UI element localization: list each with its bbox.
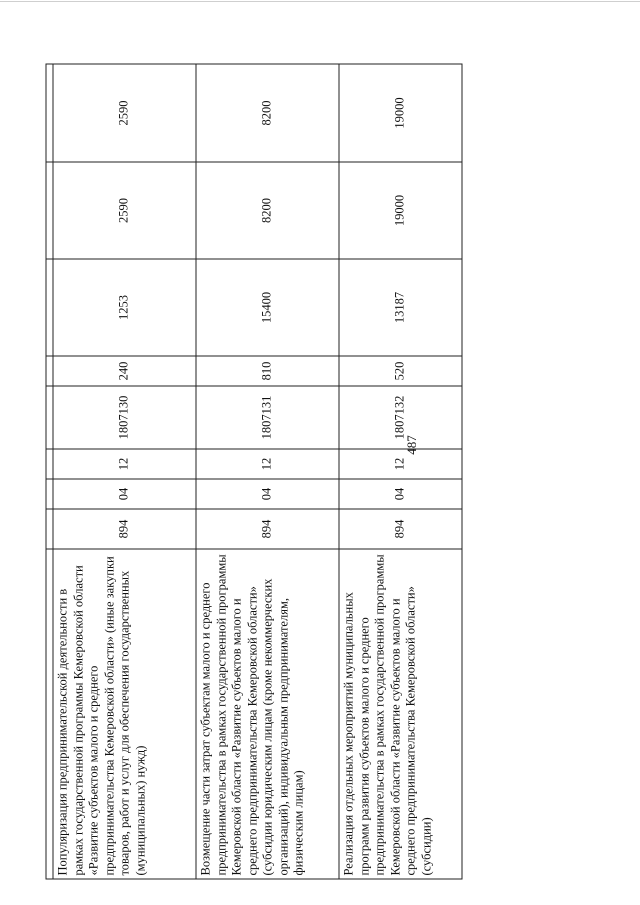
section-code: 04 — [196, 479, 339, 509]
grbs-code: 894 — [196, 509, 339, 549]
page-number: 487 — [404, 435, 419, 455]
subsection-code: 12 — [339, 449, 462, 479]
top-rule — [0, 1, 640, 2]
amount-year-2: 8200 — [196, 162, 339, 259]
budget-table — [46, 64, 463, 880]
amount-year-3: 19000 — [339, 64, 462, 162]
table-row — [53, 64, 196, 879]
expense-type-code: 520 — [339, 356, 462, 386]
header-cell — [46, 259, 53, 356]
section-code: 04 — [339, 479, 462, 509]
header-cell — [46, 449, 53, 479]
header-cell — [46, 356, 53, 386]
target-article-code: 1807131 — [196, 386, 339, 449]
header-cell — [46, 479, 53, 509]
amount-year-1: 15400 — [196, 259, 339, 356]
amount-year-2: 19000 — [339, 162, 462, 259]
amount-year-1: 1253 — [53, 259, 196, 356]
header-stub-row — [46, 64, 53, 879]
subsection-code: 12 — [196, 449, 339, 479]
target-article-code: 1807132 — [339, 386, 462, 449]
target-article-code: 1807130 — [53, 386, 196, 449]
header-cell — [46, 549, 53, 879]
amount-year-3: 8200 — [196, 64, 339, 162]
amount-year-1: 13187 — [339, 259, 462, 356]
table-row — [339, 64, 462, 879]
amount-year-3: 2590 — [53, 64, 196, 162]
row-description: Возмещение части затрат субъектам малого и среднего предпринимательства в рамках государственной программы Кемеровской области «Развитие субъектов малого и среднего предпринимательства Кемеровской области» (субсидии юридическим лицам (кроме некоммерческих организаций), индивидуальным предпринимателям, физическим лицам) — [196, 549, 339, 879]
header-cell — [46, 64, 53, 162]
budget-table-container — [46, 65, 461, 880]
header-cell — [46, 162, 53, 259]
row-description: Популяризация предпринимательской деятельности в рамках государственной программы Кемеровской области «Развитие субъектов малого и среднего предпринимательства Кемеровской области» (иные закупки товаров, работ и услуг для обеспечения государственных (муниципальных) нужд) — [53, 549, 196, 879]
header-cell — [46, 509, 53, 549]
amount-year-2: 2590 — [53, 162, 196, 259]
header-cell — [46, 386, 53, 449]
section-code: 04 — [53, 479, 196, 509]
subsection-code: 12 — [53, 449, 196, 479]
table-row — [196, 64, 339, 879]
grbs-code: 894 — [53, 509, 196, 549]
expense-type-code: 240 — [53, 356, 196, 386]
expense-type-code: 810 — [196, 356, 339, 386]
grbs-code: 894 — [339, 509, 462, 549]
row-description: Реализация отдельных мероприятий муниципальных программ развития субъектов малого и среднего предпринимательства в рамках государственной программы Кемеровской области «Развитие субъектов малого и среднего предпринимательства Кемеровской области» (субсидии) — [339, 549, 462, 879]
